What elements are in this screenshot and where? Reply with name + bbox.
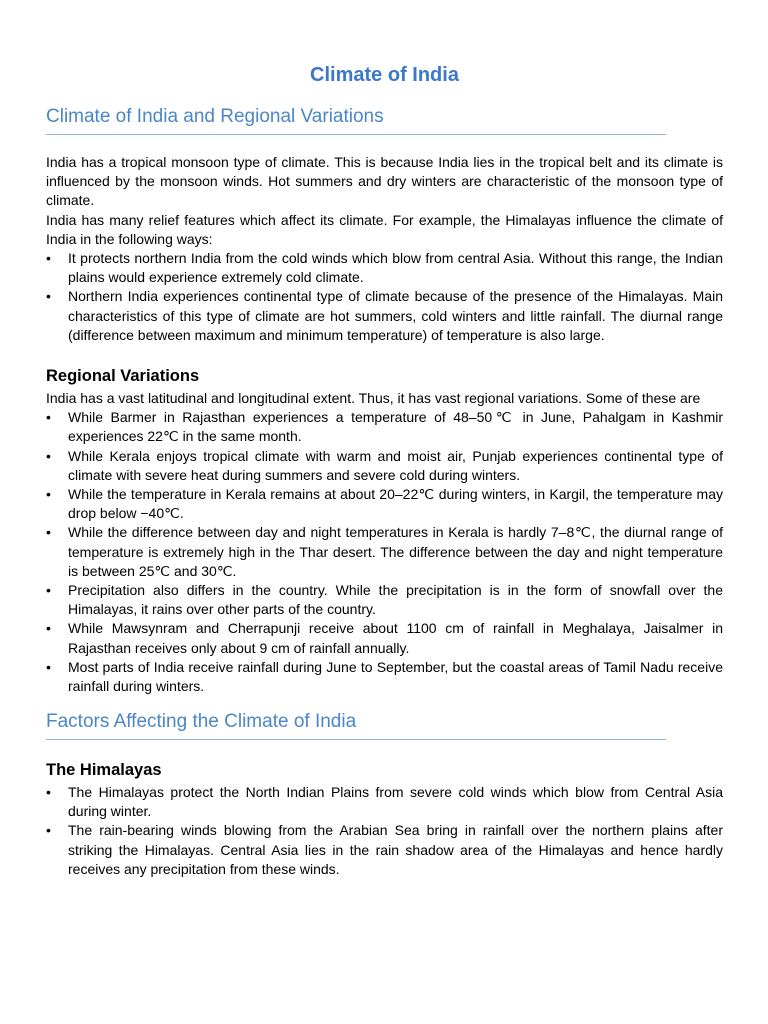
bullet-icon: • [46,288,51,305]
list-item [46,408,723,446]
section-regional-body [46,389,723,696]
paragraph: India has many relief features which affect its climate. For example, the Himalayas influence the climate of India in the following ways: [46,211,723,247]
bullet-icon: • [46,250,51,267]
list-item-text: Precipitation also differs in the country. While the precipitation is in the form of snowfall over the Himalayas, it rains over other parts of the country. [68,582,723,618]
list-item-text: While the difference between day and night temperatures in Kerala is hardly 7–8℃, the diurnal range of temperature is extremely high in the Thar desert. The difference between the day and night temperature is between 25℃ and 30℃. [68,524,723,579]
list-item [46,485,723,523]
list-item-text: The rain-bearing winds blowing from the Arabian Sea bring in rainfall over the northern plains after striking the Himalayas. Central Asia lies in the rain shadow area of the Himalayas and hence hardly receives any precipitation from these winds. [68,822,723,877]
list-item [46,783,723,821]
bullet-list [46,249,723,345]
subheading-himalayas: The Himalayas [46,761,162,779]
list-item [46,447,723,485]
list-item [46,523,723,581]
bullet-icon: • [46,658,51,675]
bullet-icon: • [46,524,51,541]
bullet-icon: • [46,784,51,800]
bullet-icon: • [46,620,51,637]
list-item-text: While the temperature in Kerala remains at about 20–22℃ during winters, in Kargil, the temperature may drop below −40℃. [68,486,723,522]
list-item-text: While Kerala enjoys tropical climate with warm and moist air, Punjab experiences continental type of climate with severe heat during summers and severe cold during winters. [68,447,723,483]
paragraph: India has a vast latitudinal and longitudinal extent. Thus, it has vast regional variations. Some of these are [46,390,701,406]
document-title: Climate of India [310,64,459,86]
section-heading-factors: Factors Affecting the Climate of India [46,711,666,740]
list-item-text: The Himalayas protect the North Indian Plains from severe cold winds which blow from Central Asia during winter. [68,784,723,820]
subheading-regional-variations: Regional Variations [46,367,200,385]
paragraph: India has a tropical monsoon type of climate. This is because India lies in the tropical belt and its climate is influenced by the monsoon winds. Hot summers and dry winters are characteristic of the monsoon type of climate. [46,154,723,209]
bullet-icon: • [46,822,51,839]
section-climate-body [46,153,723,345]
bullet-list [46,408,723,696]
section-himalayas-body [46,783,723,879]
list-item-text: While Barmer in Rajasthan experiences a temperature of 48–50℃ in June, Pahalgam in Kashmir experiences 22℃ in the same month. [68,409,723,445]
list-item [46,658,723,696]
list-item [46,619,723,657]
list-item-text: While Mawsynram and Cherrapunji receive about 1100 cm of rainfall in Meghalaya, Jaisalmer in Rajasthan receives only about 9 cm of rainfall annually. [68,620,723,656]
bullet-list [46,783,723,879]
bullet-icon: • [46,409,51,426]
list-item-text: Northern India experiences continental type of climate because of the presence of the Himalayas. Main characteristics of this type of climate are hot summers, cold winters and little rainfall. The diurnal range (difference between maximum and minimum temperature) of temperature is also large. [68,288,723,343]
list-item [46,249,723,287]
bullet-icon: • [46,486,51,503]
list-item [46,581,723,619]
list-item [46,821,723,879]
list-item-text: Most parts of India receive rainfall during June to September, but the coastal areas of Tamil Nadu receive rainfall during winters. [68,658,723,695]
list-item-text: It protects northern India from the cold winds which blow from central Asia. Without this range, the Indian plains would experience extremely cold climate. [68,250,723,286]
bullet-icon: • [46,447,51,464]
section-heading-climate-regional: Climate of India and Regional Variations [46,106,666,135]
list-item [46,287,723,345]
bullet-icon: • [46,582,51,599]
